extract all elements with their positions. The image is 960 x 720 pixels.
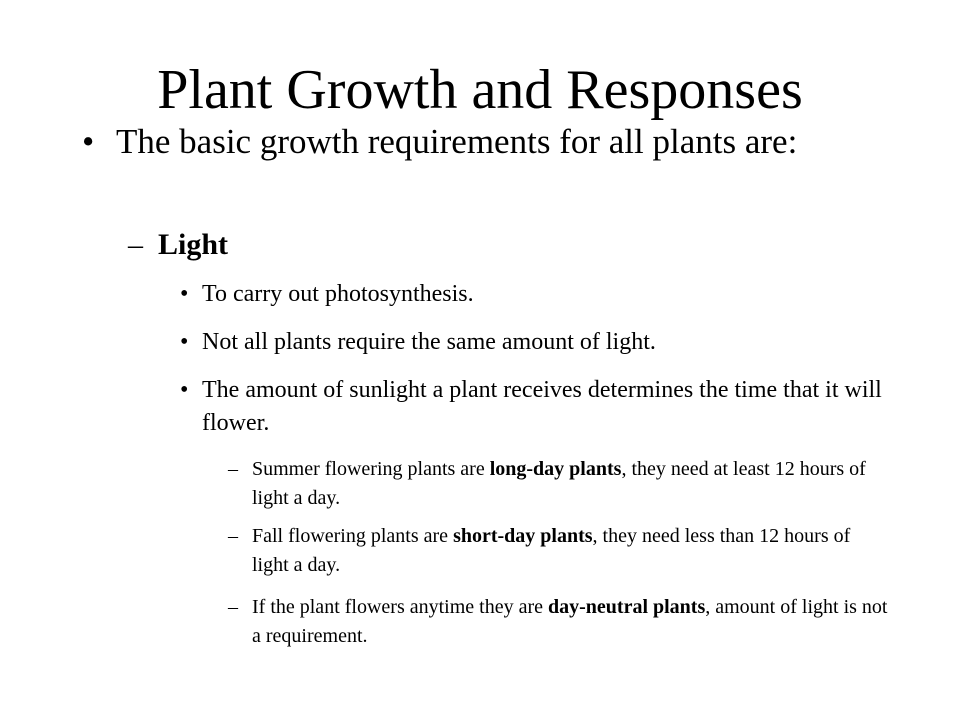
point-item: [180, 278, 900, 311]
point-text: To carry out photosynthesis.: [202, 281, 474, 307]
detail-item: [228, 593, 888, 651]
bullet-marker: •: [180, 329, 189, 355]
detail-item: [228, 522, 888, 580]
bullet-marker: •: [180, 281, 189, 307]
detail-text: [252, 593, 888, 651]
detail-text-start: If the plant flowers anytime they are: [252, 596, 548, 618]
detail-item: [228, 455, 888, 513]
slide-title: Plant Growth and Responses: [157, 59, 803, 121]
point-item: [180, 374, 900, 440]
bullet-marker: •: [180, 377, 189, 403]
bullet-marker: •: [82, 122, 95, 161]
point-text: The amount of sunlight a plant receives determines the time that it will flower.: [202, 377, 882, 436]
point-item: [180, 326, 900, 359]
sub-heading-text: Light: [158, 228, 229, 261]
detail-text: [252, 455, 888, 513]
detail-term: day-neutral plants: [548, 596, 706, 618]
detail-text-end: , they need at least 12 hours of light a day.: [252, 458, 866, 509]
detail-text-start: Summer flowering plants are: [252, 458, 490, 480]
dash-marker: –: [128, 228, 143, 261]
detail-term: long-day plants: [489, 458, 622, 480]
point-text: Not all plants require the same amount of light.: [202, 329, 656, 355]
main-bullet-text: The basic growth requirements for all plants are:: [116, 122, 798, 161]
dash-marker: –: [228, 596, 238, 618]
sub-heading-light: [128, 226, 888, 264]
dash-marker: –: [228, 525, 238, 547]
detail-text-start: Fall flowering plants are: [252, 525, 454, 547]
detail-text-end: , amount of light is not a requirement.: [252, 596, 888, 647]
main-bullet: [82, 118, 882, 165]
detail-term: short-day plants: [453, 525, 593, 547]
dash-marker: –: [228, 458, 238, 480]
detail-text: [252, 522, 888, 580]
detail-text-end: , they need less than 12 hours of light a day.: [252, 525, 851, 576]
